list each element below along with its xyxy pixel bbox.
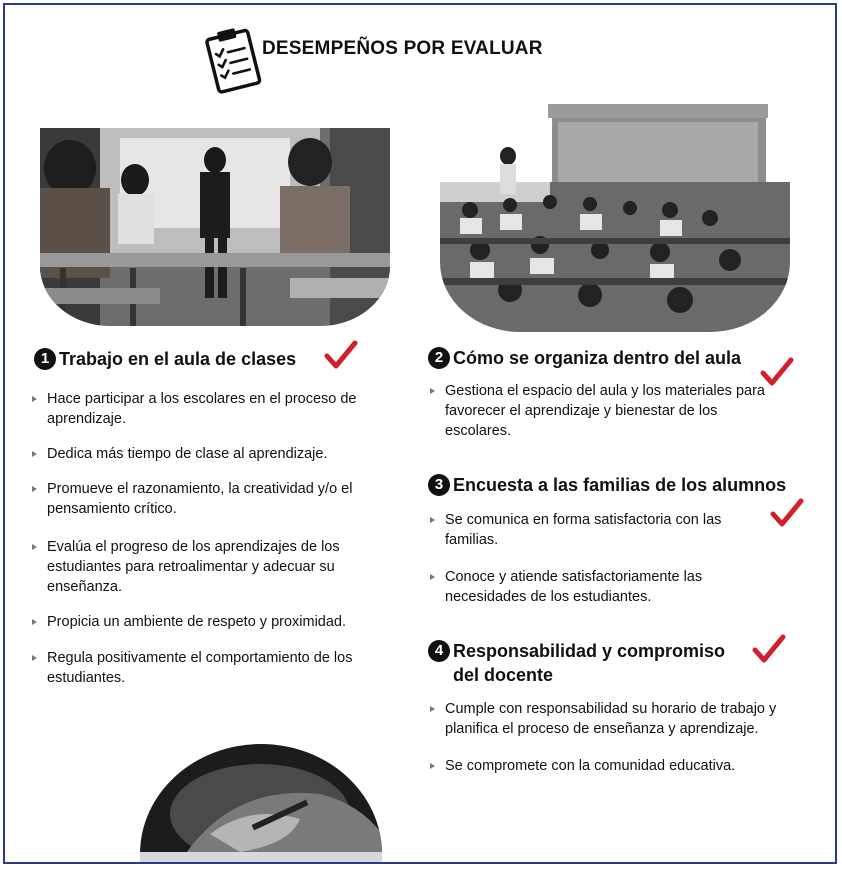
- section-3-title: [428, 473, 786, 497]
- checkmark-icon: [324, 340, 358, 370]
- list-item: Dedica más tiempo de clase al aprendizaje.: [30, 444, 410, 464]
- classroom-students-photo: [440, 100, 790, 332]
- list-item: Gestiona el espacio del aula y los materiales para favorecer el aprendizaje y bienestar de los escolares.: [428, 381, 778, 441]
- section-4-list: [428, 699, 803, 776]
- list-item: Propicia un ambiente de respeto y proximidad.: [30, 612, 410, 632]
- section-title-text: Trabajo en el aula de clases: [59, 349, 297, 369]
- section-4-title: [428, 639, 758, 687]
- section-1-list: [30, 389, 410, 688]
- section-2-list: [428, 381, 778, 441]
- section-number-badge: 3: [428, 474, 450, 496]
- list-item: Conoce y atiende satisfactoriamente las necesidades de los estudiantes.: [428, 567, 768, 607]
- checkmark-icon: [770, 498, 804, 528]
- list-item: Promueve el razonamiento, la creatividad y/o el pensamiento crítico.: [30, 479, 410, 519]
- clipboard-checklist-icon: [200, 24, 268, 94]
- list-item: Regula positivamente el comportamiento de los estudiantes.: [30, 648, 410, 688]
- list-item: Evalúa el progreso de los aprendizajes de los estudiantes para retroalimentar y adecuar su enseñanza.: [30, 537, 410, 597]
- list-item: Se comunica en forma satisfactoria con las familias.: [428, 510, 768, 550]
- list-item: Cumple con responsabilidad su horario de trabajo y planifica el proceso de enseñanza y aprendizaje.: [428, 699, 803, 739]
- section-title-text: Encuesta a las familias de los alumnos: [453, 475, 787, 495]
- list-item: Hace participar a los escolares en el proceso de aprendizaje.: [30, 389, 410, 429]
- section-number-badge: 4: [428, 640, 450, 662]
- page-title: DESEMPEÑOS POR EVALUAR: [262, 38, 543, 59]
- section-title-text: Cómo se organiza dentro del aula: [453, 348, 742, 368]
- section-title-text: Responsabilidad y compromiso del docente: [453, 641, 726, 685]
- section-number-badge: 1: [34, 348, 56, 370]
- section-3-list: [428, 510, 768, 607]
- section-number-badge: 2: [428, 347, 450, 369]
- section-2-title: [428, 346, 741, 370]
- classroom-teacher-photo: [40, 128, 390, 326]
- checkmark-icon: [752, 634, 786, 664]
- list-item: Se compromete con la comunidad educativa.: [428, 756, 803, 776]
- section-1-title: [34, 347, 296, 371]
